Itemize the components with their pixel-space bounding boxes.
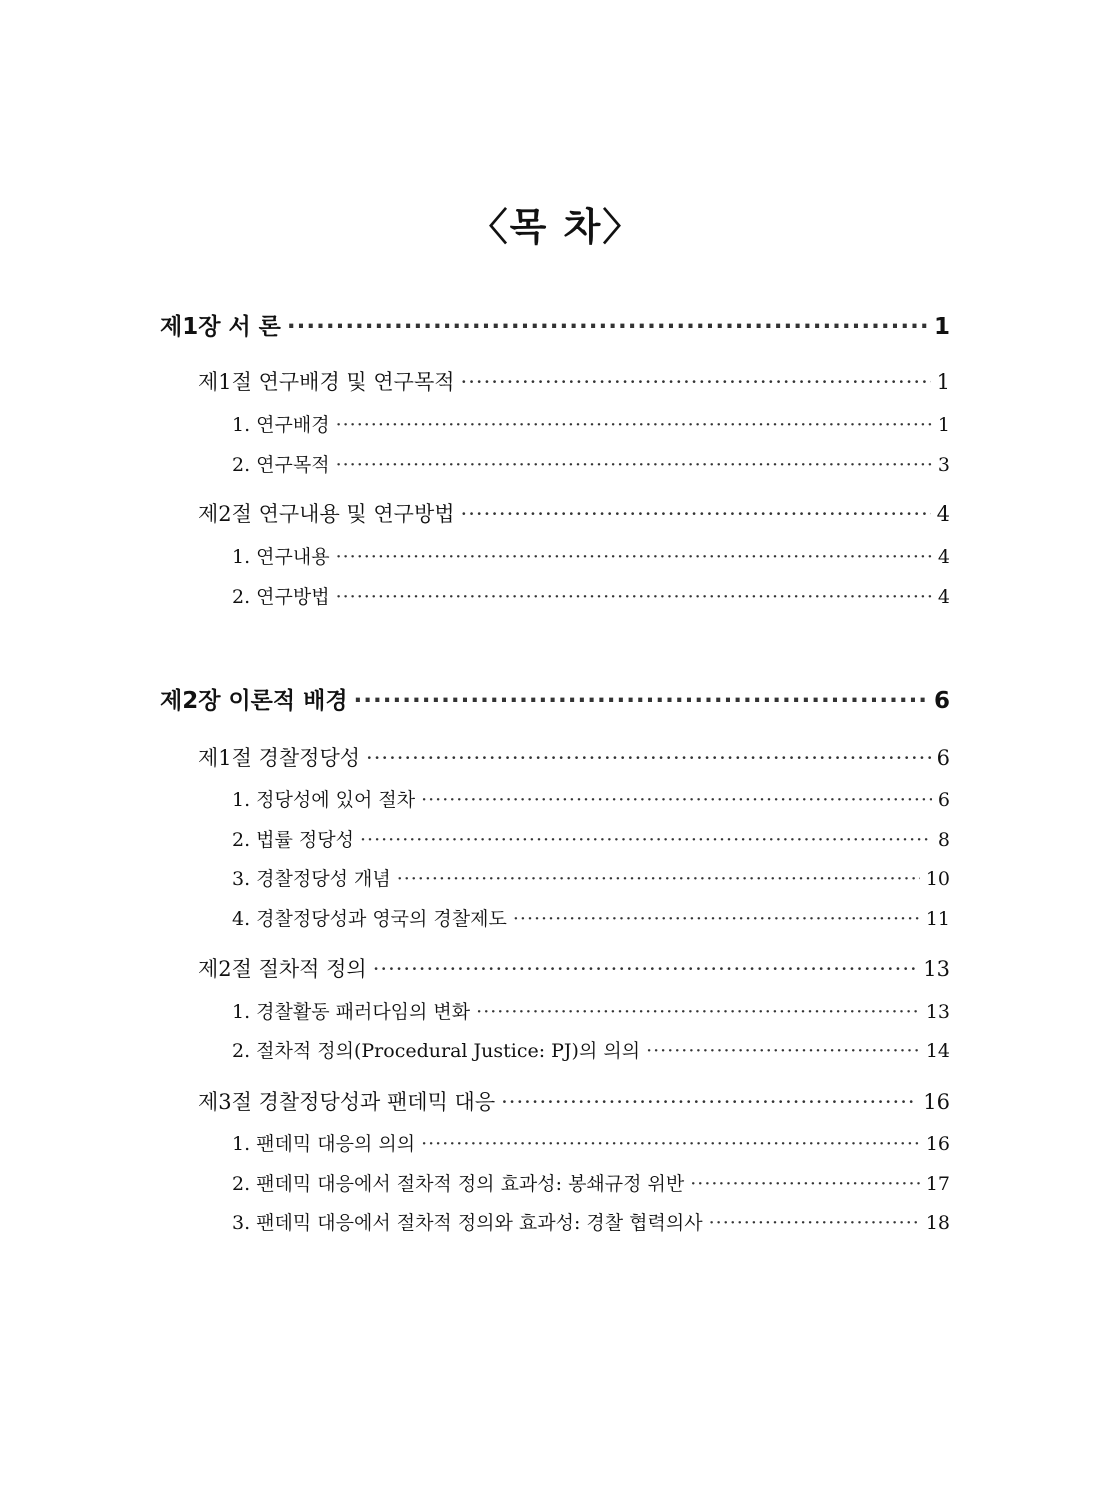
toc-entry-page: 14 bbox=[925, 1040, 950, 1062]
toc-entry-label: 1. 연구배경 bbox=[232, 414, 330, 436]
dot-leader bbox=[421, 789, 932, 811]
toc-entry-label: 제3절 경찰정당성과 팬데믹 대응 bbox=[198, 1090, 496, 1114]
toc-entry-page: 10 bbox=[925, 868, 950, 890]
toc-entry-section[interactable] bbox=[198, 498, 950, 528]
toc-entry-chapter-2[interactable] bbox=[160, 682, 950, 715]
toc-entry-page: 4 bbox=[937, 546, 950, 568]
dot-leader bbox=[373, 957, 918, 981]
toc-entry-label: 2. 절차적 정의(Procedural Justice: PJ)의 의의 bbox=[232, 1040, 641, 1062]
toc-entry-item[interactable] bbox=[232, 582, 950, 609]
dot-leader bbox=[461, 370, 931, 394]
page-title: 〈목 차〉 bbox=[469, 205, 643, 249]
dot-leader bbox=[476, 1001, 920, 1023]
toc-entry-item[interactable] bbox=[232, 825, 950, 852]
toc-entry-label: 제1절 경찰정당성 bbox=[198, 746, 361, 770]
toc-entry-item[interactable] bbox=[232, 904, 950, 931]
toc-entry-page: 1 bbox=[936, 370, 950, 394]
toc-entry-label: 제1장 서 론 bbox=[160, 314, 281, 340]
toc-entry-label: 2. 연구목적 bbox=[232, 454, 330, 476]
dot-leader bbox=[336, 454, 932, 476]
toc-entry-page: 18 bbox=[925, 1212, 950, 1234]
toc-entry-label: 3. 팬데믹 대응에서 절차적 정의와 효과성: 경찰 협력의사 bbox=[232, 1212, 703, 1234]
dot-leader bbox=[287, 314, 928, 340]
toc-entry-page: 6 bbox=[937, 789, 950, 811]
toc-entry-label: 1. 경찰활동 패러다임의 변화 bbox=[232, 1001, 471, 1023]
toc-entry-item[interactable] bbox=[232, 450, 950, 477]
toc-entry-label: 2. 팬데믹 대응에서 절차적 정의 효과성: 봉쇄규정 위반 bbox=[232, 1173, 685, 1195]
dot-leader bbox=[354, 688, 928, 714]
toc-entry-item[interactable] bbox=[232, 1129, 950, 1156]
toc-entry-item[interactable] bbox=[232, 542, 950, 569]
dot-leader bbox=[397, 868, 920, 890]
dot-leader bbox=[690, 1173, 920, 1195]
toc-entry-item[interactable] bbox=[232, 864, 950, 891]
toc-entry-item[interactable] bbox=[232, 1208, 950, 1235]
toc-entry-label: 2. 연구방법 bbox=[232, 586, 330, 608]
toc-entry-label: 제2절 연구내용 및 연구방법 bbox=[198, 502, 455, 526]
dot-leader bbox=[366, 746, 931, 770]
toc-entry-page: 3 bbox=[937, 454, 950, 476]
toc-entry-page: 8 bbox=[937, 829, 950, 851]
dot-leader bbox=[336, 414, 932, 436]
dot-leader bbox=[336, 546, 932, 568]
dot-leader bbox=[461, 502, 931, 526]
dot-leader bbox=[421, 1133, 920, 1155]
toc-entry-item[interactable] bbox=[232, 1169, 950, 1196]
toc-entry-label: 2. 법률 정당성 bbox=[232, 829, 354, 851]
dot-leader bbox=[646, 1040, 920, 1062]
toc-entry-chapter-1[interactable] bbox=[160, 308, 950, 341]
toc-entry-page: 6 bbox=[936, 746, 950, 770]
toc-entry-section[interactable] bbox=[198, 1086, 950, 1116]
toc-entry-item[interactable] bbox=[232, 1036, 950, 1063]
toc-entry-page: 13 bbox=[925, 1001, 950, 1023]
toc-entry-section[interactable] bbox=[198, 742, 950, 772]
toc-entry-page: 11 bbox=[925, 908, 950, 930]
toc-entry-label: 1. 팬데믹 대응의 의의 bbox=[232, 1133, 416, 1155]
toc-entry-label: 제2장 이론적 배경 bbox=[160, 688, 348, 714]
dot-leader bbox=[709, 1212, 920, 1234]
toc-entry-page: 13 bbox=[923, 957, 950, 981]
toc-entry-page: 4 bbox=[936, 502, 950, 526]
toc-entry-item[interactable] bbox=[232, 410, 950, 437]
toc-entry-label: 제2절 절차적 정의 bbox=[198, 957, 367, 981]
dot-leader bbox=[336, 586, 932, 608]
toc-entry-section[interactable] bbox=[198, 366, 950, 396]
toc-entry-label: 1. 연구내용 bbox=[232, 546, 330, 568]
toc-entry-page: 16 bbox=[925, 1133, 950, 1155]
toc-entry-page: 16 bbox=[923, 1090, 950, 1114]
toc-entry-page: 6 bbox=[933, 688, 950, 714]
dot-leader bbox=[501, 1090, 917, 1114]
toc-entry-page: 4 bbox=[937, 586, 950, 608]
toc-entry-item[interactable] bbox=[232, 997, 950, 1024]
dot-leader bbox=[360, 829, 932, 851]
toc-entry-page: 1 bbox=[937, 414, 950, 436]
toc-entry-page: 17 bbox=[925, 1173, 950, 1195]
toc-entry-label: 4. 경찰정당성과 영국의 경찰제도 bbox=[232, 908, 507, 930]
toc-entry-label: 3. 경찰정당성 개념 bbox=[232, 868, 391, 890]
dot-leader bbox=[513, 908, 920, 930]
toc-entry-label: 제1절 연구배경 및 연구목적 bbox=[198, 370, 455, 394]
toc-entry-section[interactable] bbox=[198, 953, 950, 983]
toc-entry-page: 1 bbox=[933, 314, 950, 340]
toc-entry-label: 1. 정당성에 있어 절차 bbox=[232, 789, 416, 811]
toc-entry-item[interactable] bbox=[232, 785, 950, 812]
